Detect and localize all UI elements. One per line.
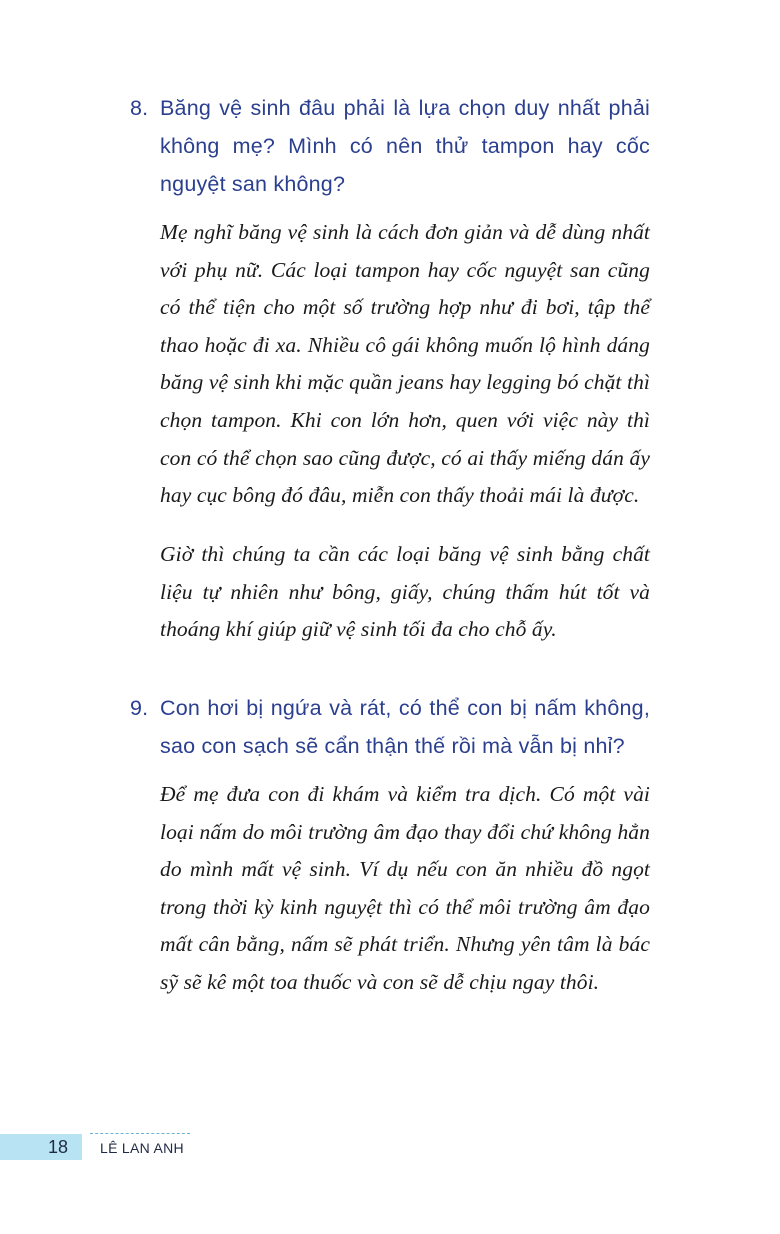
question-9 [130,689,650,765]
answer-paragraph: Để mẹ đưa con đi khám và kiểm tra dịch. Có một vài loại nấm do môi trường âm đạo thay đổi chứ không hẳn do mình mất vệ sinh. Ví dụ nếu con ăn nhiều đồ ngọt trong thời kỳ kinh nguyệt thì có thể môi trường âm đạo mất cân bằng, nấm sẽ phát triển. Nhưng yên tâm là bác sỹ sẽ kê một toa thuốc và con sẽ dễ chịu ngay thôi. [160,782,650,994]
question-number: 9. [130,696,149,720]
answer-paragraph: Giờ thì chúng ta cần các loại băng vệ sinh bằng chất liệu tự nhiên như bông, giấy, chúng thấm hút tốt và thoáng khí giúp giữ vệ sinh tối đa cho chỗ ấy. [160,542,650,642]
answer-paragraph: Mẹ nghĩ băng vệ sinh là cách đơn giản và dễ dùng nhất với phụ nữ. Các loại tampon hay cốc nguyệt san cũng có thể tiện cho một số trường hợp như đi bơi, tập thể thao hoặc đi xa. Nhiều cô gái không muốn lộ hình dáng băng vệ sinh khi mặc quần jeans hay legging bó chặt thì chọn tampon. Khi con lớn hơn, quen với việc này thì con có thể chọn sao cũng được, có ai thấy miếng dán ấy hay cục bông đó đâu, miễn con thấy thoải mái là được. [160,220,650,508]
question-text: Con hơi bị ngứa và rát, có thể con bị nấm không, sao con sạch sẽ cẩn thận thế rồi mà vẫn bị nhỉ? [160,696,650,758]
running-author: LÊ LAN ANH [100,1140,184,1156]
question-text: Băng vệ sinh đâu phải là lựa chọn duy nhất phải không mẹ? Mình có nên thử tampon hay cốc nguyệt san không? [160,96,650,196]
question-number: 8. [130,96,149,120]
question-8 [130,89,650,203]
page-number: 18 [48,1137,69,1157]
qa-item-9 [130,689,650,1023]
qa-item-8 [130,89,650,671]
